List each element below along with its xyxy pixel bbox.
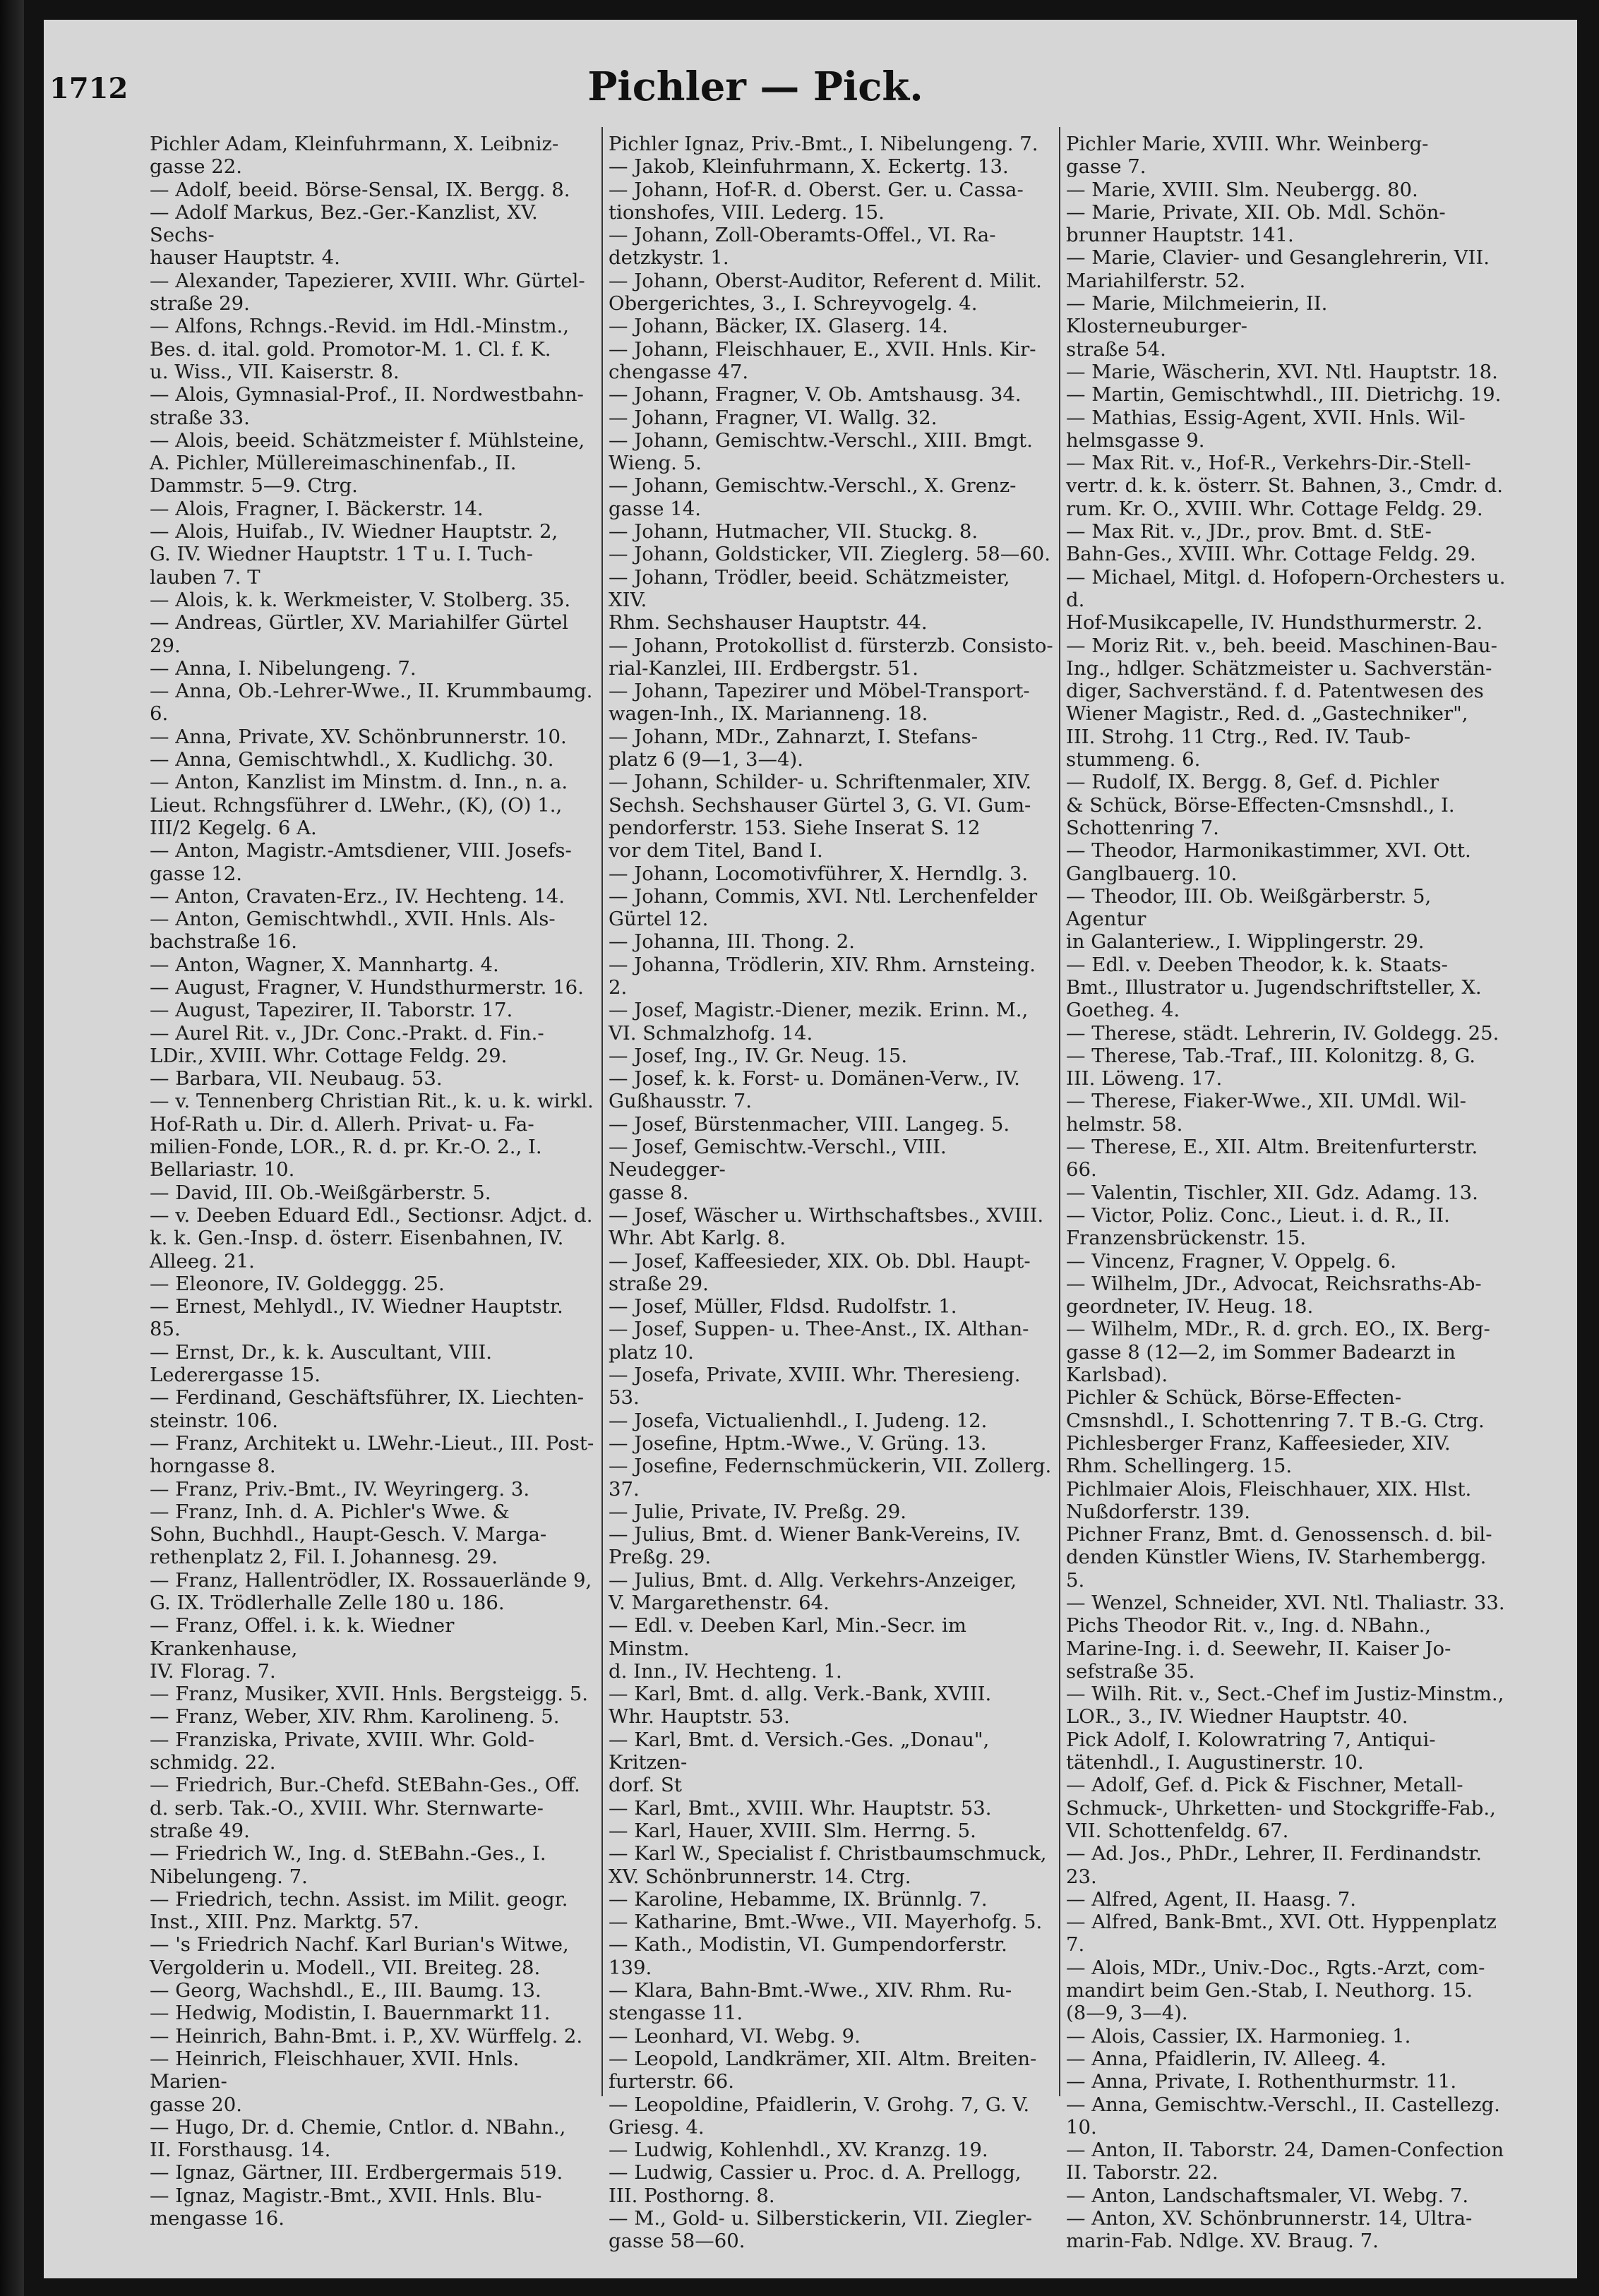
directory-entry: — Kath., Modistin, VI. Gumpendorferstr. 139. (609, 1933, 1007, 1979)
directory-entry: — Adolf Markus, Bez.-Ger.-Kanzlist, XV. Sechs- hauser Hauptstr. 4. (150, 200, 538, 270)
directory-entry: — Johann, Locomotivführer, X. Herndlg. 3. (609, 862, 1029, 885)
directory-entry: — Friedrich W., Ing. d. StEBahn.-Ges., I. Nibelungeng. 7. (150, 1842, 546, 1888)
directory-entry: — Josef, Kaffeesieder, XIX. Ob. Dbl. Haupt- straße 29. (609, 1249, 1031, 1295)
directory-entry: — Johann, Bäcker, IX. Glaserg. 14. (609, 315, 948, 338)
directory-entry: — Ludwig, Kohlenhdl., XV. Kranzg. 19. (609, 2139, 988, 2162)
directory-entry: — Marie, XVIII. Slm. Neubergg. 80. (1066, 178, 1418, 201)
directory-entry: — Johann, Tapezirer und Möbel-Transport- wagen-Inh., IX. Marianneng. 18. (609, 680, 1030, 726)
directory-entry: — Johann, Commis, XVI. Ntl. Lerchenfelder Gürtel 12. (609, 884, 1038, 931)
column-left (150, 133, 594, 2230)
directory-entry: — Franz, Architekt u. LWehr.-Lieut., III. Post- horngasse 8. (150, 1431, 594, 1478)
directory-entry: — Anna, I. Nibelungeng. 7. (150, 656, 417, 680)
column-divider (1059, 127, 1060, 2096)
directory-entry: — Johann, MDr., Zahnarzt, I. Stefans- platz 6 (9—1, 3—4). (609, 725, 978, 771)
directory-entry: — Johann, Hutmacher, VII. Stuckg. 8. (609, 520, 978, 543)
directory-entry: — Victor, Poliz. Conc., Lieut. i. d. R., II. Franzensbrückenstr. 15. (1066, 1203, 1450, 1250)
directory-entry: — Wilhelm, MDr., R. d. grch. EO., IX. Berg- gasse 8 (12—2, im Sommer Badearzt in Karlsbad). (1066, 1318, 1490, 1387)
directory-entry: — Alfred, Agent, II. Haasg. 7. (1066, 1887, 1356, 1911)
directory-entry: — Anton, Cravaten-Erz., IV. Hechteng. 14. (150, 884, 565, 908)
directory-entry: — Franz, Hallentrödler, IX. Rossauerlände 9, G. IX. Trödlerhalle Zelle 180 u. 186. (150, 1568, 592, 1614)
directory-entry: — Andreas, Gürtler, XV. Mariahilfer Gürtel 29. (150, 611, 568, 657)
directory-entry: — Anton, Landschaftsmaler, VI. Webg. 7. (1066, 2184, 1469, 2207)
column-right (1066, 133, 1511, 2253)
directory-entry: — Anton, Gemischtwhdl., XVII. Hnls. Als- bachstraße 16. (150, 908, 556, 954)
directory-entry: — Ignaz, Magistr.-Bmt., XVII. Hnls. Blu- mengasse 16. (150, 2184, 542, 2230)
directory-entry: — Mathias, Essig-Agent, XVII. Hnls. Wil- helmsgasse 9. (1066, 406, 1466, 452)
directory-entry: — Hugo, Dr. d. Chemie, Cntlor. d. NBahn., II. Forsthausg. 14. (150, 2115, 566, 2162)
directory-entry: — Marie, Private, XII. Ob. Mdl. Schön- brunner Hauptstr. 141. (1066, 200, 1446, 247)
directory-entry: Pichler Ignaz, Priv.-Bmt., I. Nibelungeng. 7. (609, 133, 1038, 155)
directory-entry: — Wenzel, Schneider, XVI. Ntl. Thaliastr. 33. (1066, 1592, 1505, 1614)
directory-entry: — Josef, Müller, Fldsd. Rudolfstr. 1. (609, 1295, 957, 1318)
directory-entry: — Anna, Gemischtwhdl., X. Kudlichg. 30. (150, 748, 554, 771)
directory-entry: — Max Rit. v., Hof-R., Verkehrs-Dir.-Stell- vertr. d. k. k. österr. St. Bahnen, 3., Cmdr. d. rum. Kr. O., XVIII. Whr. Cottage Feldg. 29. (1066, 452, 1504, 520)
directory-entry: — Georg, Wachshdl., E., III. Baumg. 13. (150, 1979, 541, 2002)
directory-entry: Pichner Franz, Bmt. d. Genossensch. d. bil- denden Künstler Wiens, IV. Starhembergg. 5. (1066, 1523, 1492, 1592)
directory-entry: — Heinrich, Bahn-Bmt. i. P., XV. Würffelg. 2. (150, 2024, 583, 2048)
directory-entry: — Franz, Weber, XIV. Rhm. Karolineng. 5. (150, 1705, 560, 1729)
directory-entry: — Karl, Bmt. d. allg. Verk.-Bank, XVIII. Whr. Hauptstr. 53. (609, 1683, 992, 1729)
directory-entry: — Josefine, Hptm.-Wwe., V. Grüng. 13. (609, 1431, 987, 1455)
directory-entry: — Alois, Fragner, I. Bäckerstr. 14. (150, 497, 484, 520)
directory-entry: — M., Gold- u. Silberstickerin, VII. Ziegler- gasse 58—60. (609, 2207, 1033, 2253)
directory-entry: — Alois, Huifab., IV. Wiedner Hauptstr. 2, G. IV. Wiedner Hauptstr. 1 T u. I. Tuch- lauben 7. T (150, 520, 558, 589)
directory-entry: Pichler & Schück, Börse-Effecten- Cmsnshdl., I. Schottenring 7. T B.-G. Ctrg. (1066, 1386, 1485, 1432)
directory-entry: — Anna, Ob.-Lehrer-Wwe., II. Krummbaumg. 6. (150, 680, 593, 726)
directory-entry: — Therese, E., XII. Altm. Breitenfurterstr. 66. (1066, 1136, 1478, 1182)
directory-entry: — Karoline, Hebamme, IX. Brünnlg. 7. (609, 1887, 988, 1911)
directory-entry: — Wilhelm, JDr., Advocat, Reichsraths-Ab- geordneter, IV. Heug. 18. (1066, 1272, 1482, 1318)
directory-entry: — Leopoldine, Pfaidlerin, V. Grohg. 7, G. V. Griesg. 4. (609, 2093, 1030, 2139)
directory-entry: — Valentin, Tischler, XII. Gdz. Adamg. 13. (1066, 1181, 1478, 1204)
directory-entry: — Alois, MDr., Univ.-Doc., Rgts.-Arzt, com- mandirt beim Gen.-Stab, I. Neuthorg. 15. (8—9, 3—4). (1066, 1956, 1485, 2025)
directory-entry: — Katharine, Bmt.-Wwe., VII. Mayerhofg. 5. (609, 1911, 1043, 1934)
directory-entry: — Julius, Bmt. d. Wiener Bank-Vereins, IV. Preßg. 29. (609, 1523, 1022, 1569)
directory-entry: — v. Deeben Eduard Edl., Sectionsr. Adjct. d. k. k. Gen.-Insp. d. österr. Eisenbahnen, IV. Alleeg. 21. (150, 1203, 593, 1273)
directory-entry: — Julie, Private, IV. Preßg. 29. (609, 1500, 907, 1523)
directory-entry: — August, Tapezirer, II. Taborstr. 17. (150, 999, 513, 1022)
directory-entry: — Josef, Suppen- u. Thee-Anst., IX. Althan- platz 10. (609, 1318, 1029, 1364)
directory-entry: — Alexander, Tapezierer, XVIII. Whr. Gürtel- straße 29. (150, 269, 585, 315)
directory-entry: — Johann, Trödler, beeid. Schätzmeister, XIV. Rhm. Sechshauser Hauptstr. 44. (609, 565, 1010, 635)
directory-entry: — Max Rit. v., JDr., prov. Bmt. d. StE- Bahn-Ges., XVIII. Whr. Cottage Feldg. 29. (1066, 520, 1476, 566)
directory-entry: — Wilh. Rit. v., Sect.-Chef im Justiz-Minstm., LOR., 3., IV. Wiedner Hauptstr. 40. (1066, 1683, 1504, 1729)
directory-entry: — Jakob, Kleinfuhrmann, X. Eckertg. 13. (609, 155, 1009, 179)
page-header (49, 56, 1461, 113)
directory-entry: — Aurel Rit. v., JDr. Conc.-Prakt. d. Fin.- LDir., XVIII. Whr. Cottage Feldg. 29. (150, 1021, 544, 1067)
directory-entry: — Johann, Oberst-Auditor, Referent d. Milit. Obergerichtes, 3., I. Schreyvogelg. 4. (609, 269, 1042, 315)
column-divider (601, 127, 603, 2096)
directory-entry: — Franz, Offel. i. k. k. Wiedner Krankenhause, IV. Florag. 7. (150, 1614, 455, 1683)
directory-entry: — Franz, Inh. d. A. Pichler's Wwe. & Sohn, Buchhdl., Haupt-Gesch. V. Marga- rethenplatz 2, Fil. I. Johannesg. 29. (150, 1500, 547, 1569)
directory-entry: — Alfons, Rchngs.-Revid. im Hdl.-Minstm., Bes. d. ital. gold. Promotor-M. 1. Cl. f. K. u. Wiss., VII. Kaiserstr. 8. (150, 315, 570, 383)
directory-entry: — Alfred, Bank-Bmt., XVI. Ott. Hyppenplatz 7. (1066, 1911, 1497, 1957)
directory-entry: — Karl, Bmt., XVIII. Whr. Hauptstr. 53. (609, 1796, 992, 1820)
directory-entry: — Josef, k. k. Forst- u. Domänen-Verw., IV. Gußhausstr. 7. (609, 1067, 1020, 1113)
directory-entry: — Moriz Rit. v., beh. beeid. Maschinen-Bau- Ing., hdlger. Schätzmeister u. Sachverstän- diger, Sachverständ. f. d. Patentwesen des Wiener Magistr., Red. d. „Gastechniker", III. Strohg. 11 Ctrg., Red. IV. Taub- stummeng. 6. (1066, 634, 1497, 771)
directory-entry: — Adolf, beeid. Börse-Sensal, IX. Bergg. 8. (150, 178, 570, 201)
directory-entry: — Anna, Private, I. Rothenthurmstr. 11. (1066, 2070, 1457, 2093)
page-number: 1712 (49, 72, 128, 105)
directory-entry: — Johann, Gemischtw.-Verschl., X. Grenz- gasse 14. (609, 474, 1017, 520)
directory-entry: — Johann, Fleischhauer, E., XVII. Hnls. Kir- chengasse 47. (609, 337, 1036, 383)
directory-entry: — Friedrich, Bur.-Chefd. StEBahn-Ges., Off. d. serb. Tak.-O., XVIII. Whr. Sternwarte- straße 49. (150, 1774, 580, 1842)
directory-entry: Pichlesberger Franz, Kaffeesieder, XIV. Rhm. Schellingerg. 15. (1066, 1431, 1451, 1478)
directory-entry: — Johann, Goldsticker, VII. Zieglerg. 58—60. (609, 543, 1051, 566)
directory-entry: — Karl W., Specialist f. Christbaumschmuck, XV. Schönbrunnerstr. 14. Ctrg. (609, 1842, 1047, 1888)
directory-entry: — Heinrich, Fleischhauer, XVII. Hnls. Marien- gasse 20. (150, 2047, 520, 2116)
book-spine (0, 0, 24, 2296)
directory-entry: — 's Friedrich Nachf. Karl Burian's Witwe, Vergolderin u. Modell., VII. Breiteg. 28. (150, 1933, 569, 1979)
directory-entry: — Alois, Cassier, IX. Harmonieg. 1. (1066, 2024, 1411, 2048)
directory-entry: — Edl. v. Deeben Karl, Min.-Secr. im Minstm. d. Inn., IV. Hechteng. 1. (609, 1614, 966, 1683)
directory-entry: — Therese, Fiaker-Wwe., XII. UMdl. Wil- helmstr. 58. (1066, 1090, 1466, 1136)
directory-entry: — Karl, Hauer, XVIII. Slm. Herrng. 5. (609, 1819, 976, 1842)
directory-entry: — Marie, Clavier- und Gesanglehrerin, VII. Mariahilferstr. 52. (1066, 246, 1490, 292)
directory-entry: — Leopold, Landkrämer, XII. Altm. Breiten- furterstr. 66. (609, 2047, 1037, 2093)
directory-entry: Pichs Theodor Rit. v., Ing. d. NBahn., Marine-Ing. i. d. Seewehr, II. Kaiser Jo- sefstraße 35. (1066, 1614, 1451, 1683)
directory-entry: — Alois, k. k. Werkmeister, V. Stolberg. 35. (150, 588, 571, 611)
directory-entry: — Karl, Bmt. d. Versich.-Ges. „Donau", Kritzen- dorf. St (609, 1728, 990, 1797)
directory-entry: — Ignaz, Gärtner, III. Erdbergermais 519. (150, 2161, 563, 2184)
directory-entry: — Therese, Tab.-Traf., III. Kolonitzg. 8, G. III. Löweng. 17. (1066, 1044, 1476, 1090)
directory-entry: — Barbara, VII. Neubaug. 53. (150, 1067, 443, 1090)
directory-entry: — Eleonore, IV. Goldeggg. 25. (150, 1272, 445, 1295)
directory-entry: — Edl. v. Deeben Theodor, k. k. Staats- Bmt., Illustrator u. Jugendschriftsteller, X. Goetheg. 4. (1066, 953, 1482, 1022)
running-head: Pichler — Pick. (587, 64, 923, 110)
directory-entry: — Marie, Milchmeierin, II. Klosterneuburger- straße 54. (1066, 292, 1328, 361)
directory-entry: — Anton, Magistr.-Amtsdiener, VIII. Josefs- gasse 12. (150, 839, 572, 885)
directory-entry: — Julius, Bmt. d. Allg. Verkehrs-Anzeiger, V. Margarethenstr. 64. (609, 1568, 1017, 1614)
directory-entry: — Johanna, III. Thong. 2. (609, 930, 855, 954)
directory-entry: — Johann, Schilder- u. Schriftenmaler, XIV. Sechsh. Sechshauser Gürtel 3, G. VI. Gum- pendorferstr. 153. Siehe Inserat S. 12 vor dem Titel, Band I. (609, 771, 1032, 862)
directory-entry: — Anton, II. Taborstr. 24, Damen-Confection II. Taborstr. 22. (1066, 2139, 1504, 2184)
directory-entry: — Ferdinand, Geschäftsführer, IX. Liechten- steinstr. 106. (150, 1386, 585, 1432)
directory-entry: — Johann, Gemischtw.-Verschl., XIII. Bmgt. Wieng. 5. (609, 428, 1033, 475)
directory-entry: — Hedwig, Modistin, I. Bauernmarkt 11. (150, 2002, 551, 2025)
directory-entry: — Anton, XV. Schönbrunnerstr. 14, Ultra- marin-Fab. Ndlge. XV. Braug. 7. (1066, 2207, 1473, 2253)
directory-entry: Pichler Adam, Kleinfuhrmann, X. Leibniz- gasse 22. (150, 133, 559, 179)
directory-entry: — Johann, Fragner, V. Ob. Amtshausg. 34. (609, 383, 1022, 407)
directory-entry: — Therese, städt. Lehrerin, IV. Goldegg. 25. (1066, 1021, 1499, 1045)
directory-entry: — Johann, Protokollist d. fürsterzb. Consisto- rial-Kanzlei, III. Erdbergstr. 51. (609, 634, 1053, 680)
directory-entry: — Anna, Gemischtw.-Verschl., II. Castellezg. 10. (1066, 2093, 1500, 2139)
directory-entry: — Josef, Magistr.-Diener, mezik. Erinn. M., VI. Schmalzhofg. 14. (609, 999, 1029, 1045)
directory-entry: — Josef, Wäscher u. Wirthschaftsbes., XVIII. Whr. Abt Karlg. 8. (609, 1203, 1044, 1250)
directory-entry: — Ernest, Mehlydl., IV. Wiedner Hauptstr. 85. (150, 1295, 563, 1341)
directory-entry: — Michael, Mitgl. d. Hofopern-Orchesters u. d. Hof-Musikcapelle, IV. Hundsthurmerstr. 2. (1066, 565, 1506, 635)
directory-entry: — Anna, Pfaidlerin, IV. Alleeg. 4. (1066, 2047, 1387, 2070)
directory-entry: — Franz, Musiker, XVII. Hnls. Bergsteigg. 5. (150, 1683, 588, 1706)
directory-entry: — Josef, Bürstenmacher, VIII. Langeg. 5. (609, 1112, 1010, 1136)
directory-entry: — Friedrich, techn. Assist. im Milit. geogr. Inst., XIII. Pnz. Marktg. 57. (150, 1887, 568, 1934)
directory-entry: — Ludwig, Cassier u. Proc. d. A. Prellogg, III. Posthorng. 8. (609, 2161, 1022, 2207)
directory-entry: Pichlmaier Alois, Fleischhauer, XIX. Hlst. Nußdorferstr. 139. (1066, 1477, 1472, 1523)
directory-entry: — Klara, Bahn-Bmt.-Wwe., XIV. Rhm. Ru- stengasse 11. (609, 1979, 1012, 2025)
column-middle (609, 133, 1053, 2253)
directory-entry: — v. Tennenberg Christian Rit., k. u. k. wirkl. Hof-Rath u. Dir. d. Allerh. Privat- u. Fa- milien-Fonde, LOR., R. d. pr. Kr.-O. 2., I. Bellariastr. 10. (150, 1090, 594, 1182)
directory-entry: — August, Fragner, V. Hundsthurmerstr. 16. (150, 975, 584, 999)
directory-entry: — Ernst, Dr., k. k. Auscultant, VIII. Lederergasse 15. (150, 1340, 492, 1387)
directory-entry: — Martin, Gemischtwhdl., III. Dietrichg. 19. (1066, 383, 1502, 407)
directory-entry: — Alois, Gymnasial-Prof., II. Nordwestbahn- straße 33. (150, 383, 584, 429)
directory-entry: — Franz, Priv.-Bmt., IV. Weyringerg. 3. (150, 1477, 530, 1501)
directory-entry: — David, III. Ob.-Weißgärberstr. 5. (150, 1181, 491, 1204)
directory-entry: — Johanna, Trödlerin, XIV. Rhm. Arnsteing. 2. (609, 953, 1036, 999)
directory-entry: — Ad. Jos., PhDr., Lehrer, II. Ferdinandstr. 23. (1066, 1842, 1483, 1888)
directory-entry: — Josefine, Federnschmückerin, VII. Zollerg. 37. (609, 1455, 1052, 1501)
directory-entry: — Johann, Fragner, VI. Wallg. 32. (609, 406, 938, 429)
directory-entry: — Josefa, Victualienhdl., I. Judeng. 12. (609, 1409, 988, 1432)
directory-entry: — Alois, beeid. Schätzmeister f. Mühlsteine, A. Pichler, Müllereimaschinenfab., II. Dammstr. 5—9. Ctrg. (150, 428, 585, 498)
directory-entry: — Anton, Wagner, X. Mannhartg. 4. (150, 953, 499, 976)
directory-entry: — Vincenz, Fragner, V. Oppelg. 6. (1066, 1249, 1396, 1273)
directory-entry: — Marie, Wäscherin, XVI. Ntl. Hauptstr. 18. (1066, 360, 1498, 383)
directory-entry: — Theodor, Harmonikastimmer, XVI. Ott. Ganglbauerg. 10. (1066, 839, 1471, 885)
directory-entry: — Theodor, III. Ob. Weißgärberstr. 5, Agentur in Galanteriew., I. Wipplingerstr. 29. (1066, 884, 1432, 954)
directory-entry: — Leonhard, VI. Webg. 9. (609, 2024, 861, 2048)
directory-entry: — Adolf, Gef. d. Pick & Fischner, Metall- Schmuck-, Uhrketten- und Stockgriffe-Fab., VII. Schottenfeldg. 67. (1066, 1774, 1496, 1842)
directory-entry: Pick Adolf, I. Kolowratring 7, Antiqui- tätenhdl., I. Augustinerstr. 10. (1066, 1728, 1436, 1774)
directory-entry: — Josef, Gemischtw.-Verschl., VIII. Neudegger- gasse 8. (609, 1136, 947, 1204)
directory-entry: — Johann, Zoll-Oberamts-Offel., VI. Ra- detzkystr. 1. (609, 224, 996, 270)
directory-entry: — Johann, Hof-R. d. Oberst. Ger. u. Cassa- tionshofes, VIII. Lederg. 15. (609, 178, 1024, 224)
directory-entry: Pichler Marie, XVIII. Whr. Weinberg- gasse 7. (1066, 133, 1429, 179)
directory-entry: — Anna, Private, XV. Schönbrunnerstr. 10. (150, 725, 567, 748)
directory-entry: — Rudolf, IX. Bergg. 8, Gef. d. Pichler & Schück, Börse-Effecten-Cmsnshdl., I. Schottenring 7. (1066, 771, 1455, 839)
directory-entry: — Anton, Kanzlist im Minstm. d. Inn., n. a. Lieut. Rchngsführer d. LWehr., (K), (O) 1., III/2 Kegelg. 6 A. (150, 771, 568, 839)
directory-entry: — Josefa, Private, XVIII. Whr. Theresieng. 53. (609, 1364, 1021, 1410)
directory-entry: — Franziska, Private, XVIII. Whr. Gold- schmidg. 22. (150, 1728, 535, 1774)
directory-entry: — Josef, Ing., IV. Gr. Neug. 15. (609, 1044, 908, 1067)
